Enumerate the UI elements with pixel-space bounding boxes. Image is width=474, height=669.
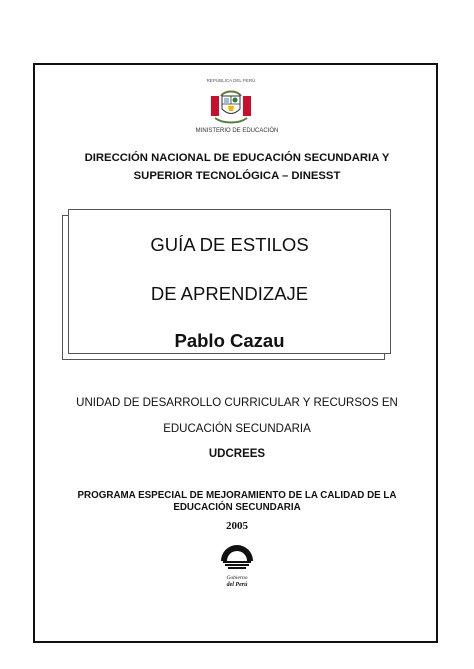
publication-year: 2005 [226,520,248,532]
logo-text-bottom: del Perú [226,582,248,588]
unit-line-2: EDUCACIÓN SECUNDARIA [163,423,311,435]
unit-line-1: UNIDAD DE DESARROLLO CURRICULAR Y RECURSOS EN [76,397,398,409]
title-line-2: DE APRENDIZAJE [150,283,309,304]
program-line-1: PROGRAMA ESPECIAL DE MEJORAMIENTO DE LA CALIDAD DE LA [77,490,397,501]
gobierno-peru-logo-icon [212,541,262,591]
unit-acronym: UDCREES [208,448,266,460]
direction-line-1: DIRECCIÓN NACIONAL DE EDUCACIÓN SECUNDARIA Y [84,152,390,164]
peru-crest-icon [203,76,259,132]
crest-caption: REPÚBLICA DEL PERÚ [206,78,256,83]
author-name: Pablo Cazau [174,330,285,351]
title-line-1: GUÍA DE ESTILOS [150,234,309,255]
direction-line-2: SUPERIOR TECNOLÓGICA – DINESST [133,170,341,182]
program-line-2: EDUCACIÓN SECUNDARIA [173,502,301,513]
ministry-label: MINISTERIO DE EDUCACIÓN [195,128,279,134]
logo-text-top: Gobierno [226,575,248,581]
